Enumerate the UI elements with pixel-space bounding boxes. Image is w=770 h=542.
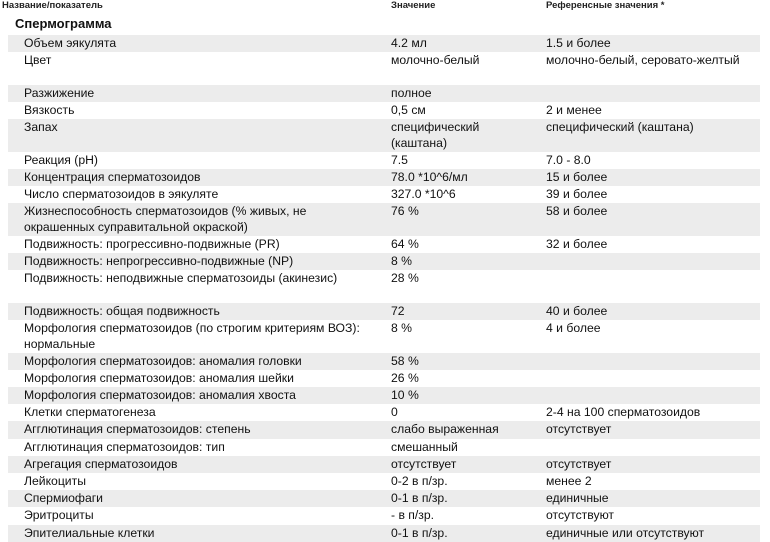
header-ref: Референсные значения * bbox=[546, 0, 665, 11]
row-name: Подвижность: прогрессивно-подвижные (PR) bbox=[24, 236, 280, 251]
row-ref: молочно-белый, серовато-желтый bbox=[546, 53, 740, 68]
row-ref: 1.5 и более bbox=[546, 36, 611, 50]
row-ref: отсутствует bbox=[546, 456, 612, 471]
row-value: 0-1 в п/зр. bbox=[391, 525, 448, 540]
row-value: полное bbox=[391, 85, 432, 100]
row-ref: 4 и более bbox=[546, 321, 601, 336]
table-row bbox=[8, 473, 760, 490]
row-name: Агглютинация сперматозоидов: тип bbox=[24, 439, 225, 454]
row-value: 28 % bbox=[391, 271, 419, 286]
row-ref: 39 и более bbox=[546, 187, 608, 202]
table-row bbox=[8, 236, 760, 253]
row-value: 58 % bbox=[391, 353, 419, 368]
section-title: Спермограмма bbox=[15, 16, 112, 31]
row-value: 64 % bbox=[391, 236, 419, 251]
header-name: Название/показатель bbox=[2, 0, 103, 11]
row-name: Концентрация сперматозоидов bbox=[24, 169, 201, 184]
row-name: Морфология сперматозоидов: аномалия шейки bbox=[24, 370, 294, 385]
table-row bbox=[8, 152, 760, 169]
table-row bbox=[8, 439, 760, 456]
row-value: - в п/зр. bbox=[391, 508, 435, 523]
row-name: Подвижность: непрогрессивно-подвижные (NP) bbox=[24, 254, 294, 269]
header-value: Значение bbox=[391, 0, 436, 11]
table-row bbox=[8, 404, 760, 421]
row-name: Агрегация сперматозоидов bbox=[24, 456, 178, 471]
row-name: Клетки сперматогенеза bbox=[24, 405, 156, 420]
row-value: 10 % bbox=[391, 388, 419, 403]
row-value: 78.0 *10^6/мл bbox=[391, 169, 468, 184]
row-name: Морфология сперматозоидов (по строгим критериям ВОЗ): нормальные bbox=[24, 321, 360, 351]
row-value: 327.0 *10^6 bbox=[391, 187, 456, 202]
row-name: Подвижность: неподвижные сперматозоиды (акинезис) bbox=[24, 271, 338, 286]
table-row bbox=[8, 35, 760, 52]
row-name: Вязкость bbox=[24, 102, 75, 117]
table-row bbox=[8, 320, 760, 353]
table-row bbox=[8, 507, 760, 524]
row-name: Лейкоциты bbox=[24, 473, 86, 488]
row-value: специфический (каштана) bbox=[391, 120, 480, 150]
row-name: Разжижение bbox=[24, 85, 95, 100]
row-ref: 15 и более bbox=[546, 169, 608, 184]
row-value: 0-2 в п/зр. bbox=[391, 473, 448, 488]
row-value: 76 % bbox=[391, 204, 419, 219]
row-value: 72 bbox=[391, 303, 405, 318]
table-row bbox=[8, 421, 760, 438]
row-ref: отсутствуют bbox=[546, 508, 615, 523]
row-name: Эпителиальные клетки bbox=[24, 525, 155, 540]
row-value: 0,5 см bbox=[391, 102, 426, 117]
table-row bbox=[8, 370, 760, 387]
row-ref: менее 2 bbox=[546, 473, 592, 488]
row-ref: 58 и более bbox=[546, 204, 608, 219]
table-row bbox=[8, 203, 760, 236]
row-value: 26 % bbox=[391, 370, 419, 385]
row-name: Жизнеспособность сперматозоидов (% живых, не окрашенных суправитальной окраской) bbox=[24, 204, 307, 234]
table-row bbox=[8, 456, 760, 473]
row-name: Морфология сперматозоидов: аномалия хвоста bbox=[24, 388, 296, 403]
row-value: 4.2 мл bbox=[391, 36, 427, 50]
table-row bbox=[8, 353, 760, 370]
table-header bbox=[0, 0, 770, 14]
row-value: слабо выраженная bbox=[391, 422, 499, 437]
row-value: молочно-белый bbox=[391, 53, 480, 68]
table-row bbox=[8, 186, 760, 203]
row-name: Спермиофаги bbox=[24, 491, 103, 506]
row-ref: единичные bbox=[546, 491, 609, 506]
row-name: Морфология сперматозоидов: аномалия головки bbox=[24, 353, 302, 368]
table-row bbox=[8, 119, 760, 152]
table-row bbox=[8, 303, 760, 320]
results-table bbox=[8, 35, 760, 542]
row-value: 7.5 bbox=[391, 152, 408, 167]
row-value: 8 % bbox=[391, 254, 413, 269]
table-row bbox=[8, 102, 760, 119]
row-value: отсутствует bbox=[391, 456, 457, 471]
row-ref: отсутствует bbox=[546, 422, 612, 437]
row-ref: 32 и более bbox=[546, 236, 608, 251]
row-name: Подвижность: общая подвижность bbox=[24, 303, 220, 318]
row-ref: 7.0 - 8.0 bbox=[546, 152, 591, 167]
row-name: Число сперматозоидов в эякуляте bbox=[24, 187, 219, 202]
row-name: Запах bbox=[24, 120, 58, 135]
row-ref: 2 и менее bbox=[546, 102, 602, 117]
row-name: Реакция (pH) bbox=[24, 152, 98, 167]
row-value: 8 % bbox=[391, 321, 413, 336]
row-name: Эритроциты bbox=[24, 508, 94, 523]
row-ref: 2-4 на 100 сперматозоидов bbox=[546, 405, 701, 420]
table-row bbox=[8, 253, 760, 270]
table-row bbox=[8, 169, 760, 186]
row-name: Цвет bbox=[24, 53, 52, 68]
table-row bbox=[8, 387, 760, 404]
table-row bbox=[8, 270, 760, 303]
table-row bbox=[8, 85, 760, 102]
table-row bbox=[8, 525, 760, 542]
row-name: Объем эякулята bbox=[24, 36, 117, 50]
row-name: Агглютинация сперматозоидов: степень bbox=[24, 422, 251, 437]
table-row bbox=[8, 52, 760, 85]
row-value: смешанный bbox=[391, 439, 458, 454]
row-value: 0-1 в п/зр. bbox=[391, 491, 448, 506]
row-value: 0 bbox=[391, 405, 398, 420]
row-ref: специфический (каштана) bbox=[546, 120, 694, 135]
row-ref: 40 и более bbox=[546, 303, 608, 318]
row-ref: единичные или отсутствуют bbox=[546, 525, 705, 540]
table-row bbox=[8, 490, 760, 507]
